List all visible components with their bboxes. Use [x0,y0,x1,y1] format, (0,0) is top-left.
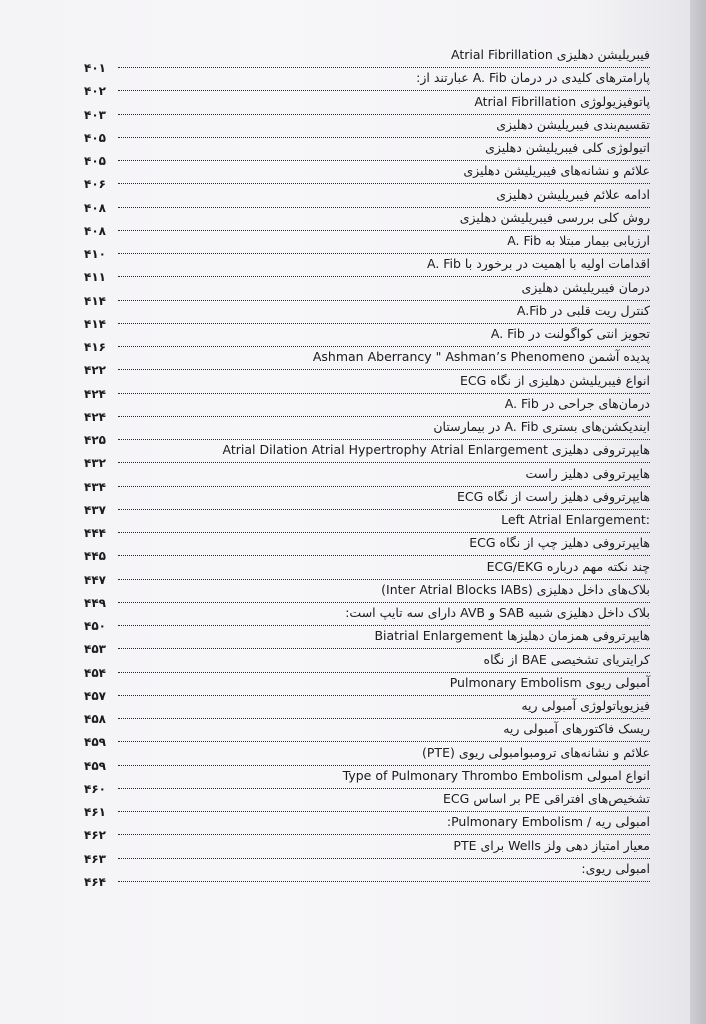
toc-entry-page-number: ۴۶۳ [84,851,106,866]
toc-entry-page-number: ۴۰۵ [84,154,106,168]
dot-leader [118,625,650,626]
dot-leader [118,648,650,649]
toc-entry-page-number: ۴۶۲ [84,828,106,843]
table-of-contents [84,46,650,889]
toc-entry [84,627,650,657]
dot-leader [118,695,650,696]
toc-entry-page-number: ۴۱۴ [84,316,106,331]
toc-entry [84,465,650,494]
toc-entry [84,255,650,285]
toc-entry-page-number: ۴۳۷ [84,502,106,517]
toc-entry-page-number: ۴۵۴ [84,665,106,680]
dot-leader [118,741,650,742]
toc-entry [84,674,650,703]
toc-entry-title: کنترل ریت قلبی در A.Fib [516,302,650,318]
toc-entry [84,395,650,424]
dot-leader [118,462,650,463]
toc-entry [84,651,650,680]
dot-leader [118,369,650,370]
toc-entry-page-number: ۴۵۷ [84,688,106,703]
toc-entry-page-number: ۴۰۸ [84,223,106,238]
toc-entry [84,790,650,819]
dot-leader [118,532,650,533]
toc-entry [84,348,650,378]
toc-entry [84,697,650,726]
dot-leader [118,207,650,208]
toc-entry-title: هایپرتروفی دهلیز چپ از نگاه ECG [469,535,650,551]
toc-entry-title: درمان فیبریلیشن دهلیزی [521,279,650,295]
toc-entry-title: ارزیابی بیمار مبتلا به A. Fib [507,233,650,248]
dot-leader [118,579,650,580]
toc-entry-title: چند نکته مهم درباره ECG/EKG [486,558,650,574]
dot-leader [118,67,650,68]
dot-leader [118,881,650,882]
toc-entry-title: معیار امتیاز دهی ولز Wells برای PTE [453,837,650,853]
toc-entry-page-number: ۴۵۹ [84,735,106,750]
dot-leader [118,602,650,603]
toc-entry-page-number: ۴۱۶ [84,340,106,354]
toc-entry-page-number: ۴۱۰ [84,247,106,261]
toc-entry [84,837,650,866]
toc-entry-page-number: ۴۵۹ [84,758,106,773]
toc-entry [84,767,650,796]
toc-entry-title: انواع امبولی Type of Pulmonary Thrombo Embolism [342,767,650,783]
toc-entry [84,813,650,843]
toc-entry-page-number: ۴۰۲ [84,84,106,99]
toc-entry [84,604,650,633]
toc-entry [84,46,650,75]
dot-leader [118,230,650,231]
toc-entry-title: تجویز انتی کواگولنت در A. Fib [490,326,650,341]
toc-entry-title: بلاک داخل دهلیزی شبیه SAB و AVB دارای سه تایپ است: [345,605,650,620]
toc-entry [84,93,650,122]
toc-entry-page-number: ۴۶۴ [84,874,106,889]
toc-entry [84,162,650,192]
toc-entry [84,116,650,145]
toc-entry-title: علائم و نشانه‌های فیبریلیشن دهلیزی [463,163,650,179]
toc-entry-page-number: ۴۴۷ [84,572,106,587]
toc-entry [84,372,650,401]
toc-entry [84,511,650,540]
toc-entry-title: اتیولوژی کلی فیبریلیشن دهلیزی [485,140,650,155]
dot-leader [118,346,650,347]
dot-leader [118,416,650,417]
toc-entry-page-number: ۴۱۱ [84,270,106,285]
toc-entry [84,744,650,773]
toc-entry-title: ریسک فاکتورهای آمبولی ریه [503,721,650,737]
toc-entry-title: پاتوفیزیولوژی Atrial Fibrillation [474,93,650,109]
dot-leader [118,114,650,115]
toc-entry [84,209,650,238]
toc-entry-title: امبولی ریوی: [581,860,650,876]
toc-entry-page-number: ۴۰۳ [84,107,106,122]
toc-entry-page-number: ۴۶۱ [84,805,106,819]
toc-entry-page-number: ۴۰۸ [84,200,106,215]
dot-leader [118,765,650,766]
toc-entry-title: امبولی ریه / Pulmonary Embolism: [446,814,650,830]
toc-entry [84,139,650,168]
toc-entry-title: علائم و نشانه‌های ترومبوامبولی ریوی (PTE) [422,744,650,760]
toc-entry-title: بلاک‌های داخل دهلیزی (Inter Atrial Blocks IABs) [381,581,650,597]
toc-entry-title: روش کلی بررسی فیبریلیشن دهلیزی [459,209,650,225]
toc-entry [84,534,650,564]
toc-entry [84,325,650,354]
toc-entry [84,558,650,587]
dot-leader [118,811,650,812]
toc-entry-title: تقسیم‌بندی فیبریلیشن دهلیزی [496,116,650,132]
toc-entry-title: درمان‌های جراحی در A. Fib [504,395,650,411]
toc-entry-page-number: ۴۲۴ [84,409,106,424]
toc-entry [84,581,650,610]
toc-entry-title: هایپرتروفی دهلیزی Atrial Dilation Atrial Hypertrophy Atrial Enlargement [222,442,650,458]
toc-entry-page-number: ۴۴۵ [84,549,106,564]
toc-entry [84,186,650,215]
dot-leader [118,486,650,487]
dot-leader [118,439,650,440]
toc-entry-title: ادامه علائم فیبریلیشن دهلیزی [496,186,650,202]
toc-entry-page-number: ۴۵۰ [84,619,106,633]
toc-entry [84,418,650,447]
dot-leader [118,718,650,719]
toc-entry-title: هایپرتروفی دهلیز راست از نگاه ECG [456,488,650,504]
dot-leader [118,276,650,277]
toc-entry-page-number: ۴۲۵ [84,433,106,447]
dot-leader [118,137,650,138]
dot-leader [118,672,650,673]
toc-entry-page-number: ۴۲۴ [84,386,106,401]
dot-leader [118,323,650,324]
dot-leader [118,183,650,184]
toc-entry [84,488,650,517]
dot-leader [118,300,650,301]
toc-entry-title: انواع فیبریلیشن دهلیزی از نگاه ECG [460,372,650,388]
toc-entry-page-number: ۴۵۳ [84,642,106,657]
toc-entry-page-number: ۴۳۴ [84,479,106,494]
toc-entry-title: فیبریلیشن دهلیزی Atrial Fibrillation [451,47,650,62]
toc-entry-title: آمبولی ریوی Pulmonary Embolism [449,674,650,690]
toc-entry [84,441,650,471]
toc-entry-page-number: ۴۰۱ [84,61,106,75]
dot-leader [118,834,650,835]
toc-entry-page-number: ۴۶۰ [84,781,106,796]
toc-entry-title: فیزیوپاتولوژی آمبولی ریه [521,698,650,713]
toc-entry-page-number: ۴۴۴ [84,526,106,540]
toc-entry [84,302,650,331]
dot-leader [118,509,650,510]
toc-entry [84,860,650,889]
toc-entry-page-number: ۴۰۶ [84,177,106,192]
toc-entry-page-number: ۴۴۹ [84,595,106,610]
dot-leader [118,90,650,91]
toc-entry-page-number: ۴۰۵ [84,130,106,145]
toc-entry [84,232,650,261]
dot-leader [118,253,650,254]
dot-leader [118,555,650,556]
toc-entry-page-number: ۴۲۲ [84,363,106,378]
toc-entry-title: پدیده آشمن Ashman Aberrancy " Ashman’s Phenomeno [312,349,650,365]
toc-entry-title: اقدامات اولیه با اهمیت در برخورد با A. Fib [426,256,650,272]
dot-leader [118,788,650,789]
dot-leader [118,393,650,394]
page-edge [690,0,706,1024]
toc-entry-title: پارامترهای کلیدی در درمان A. Fib عبارتند از: [416,70,650,86]
toc-entry-title: ایندیکشن‌های بستری A. Fib در بیمارستان [433,419,650,434]
toc-entry [84,69,650,99]
toc-entry [84,720,650,750]
toc-entry-title: هایپرتروفی همزمان دهلیزها Biatrial Enlargement [374,628,650,644]
toc-entry-title: تشخیص‌های افتراقی PE بر اساس ECG [443,791,650,806]
dot-leader [118,160,650,161]
toc-entry-title: کرایتریای تشخیصی BAE از نگاه [483,651,650,667]
toc-entry [84,279,650,308]
dot-leader [118,858,650,859]
toc-entry-title: هایپرتروفی دهلیز راست [525,465,650,481]
toc-entry-page-number: ۴۵۸ [84,712,106,726]
toc-entry-title: Left Atrial Enlargement: [501,512,650,527]
toc-entry-page-number: ۴۱۴ [84,293,106,308]
toc-entry-page-number: ۴۳۲ [84,456,106,471]
